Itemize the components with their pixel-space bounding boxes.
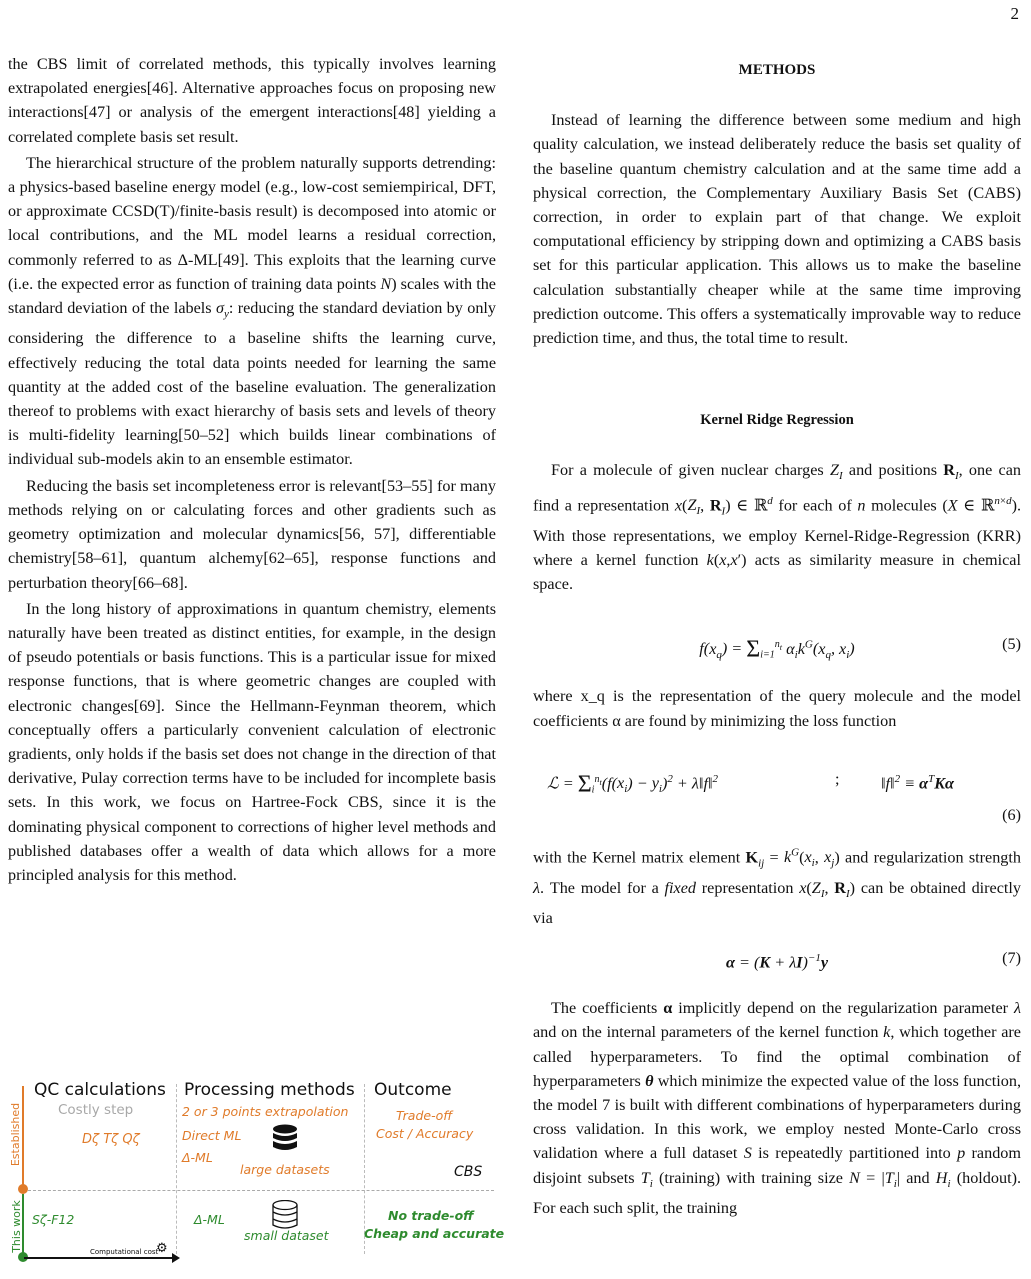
right-paragraph-2: For a molecule of given nuclear charges $Z_I$ and positions $R_I$, one can find a representation $x(Z_I$, $R_I$) ∈ ℝ$^d$ for each of n molecules (X ∈ ℝ$^{n\times d}$). With those representations, we employ Kernel-Ridge-Regression (KRR) where a kernel function k(x,x′) acts as similarity measure in chemical space. <box>533 461 1022 594</box>
left-paragraph-2: The hierarchical structure of the problem naturally supports detrending: a physics-based baseline energy model (e.g., low-cost semiempirical, DFT, or approximate CCSD(T)/finite-basis result) is decomposed into atomic or local contributions, and the ML model learns a residual correction, commonly referred to as Δ-ML[49]. This exploits that the learning curve (i.e. the expected error as function of training data points N) scales with the standard deviation of the labels $\sigma_y$: reducing the standard deviation by only considering the difference to a baseline shifts the learning curve, effectively reducing the total data points needed for learning the same quantity at the added cost of the baseline evaluation. The generalization thereof to problems with exact hierarchy of basis sets and levels of theory is multi-fidelity learning[50–52] which builds linear combinations of individual sub-models akin to an ensemble estimator. <box>8 153 496 469</box>
database-icon-large <box>272 1124 298 1154</box>
equation-7-number: (7) <box>1002 949 1021 968</box>
header-processing-methods: Processing methods <box>184 1080 355 1100</box>
gear-icon: ⚙ <box>156 1241 168 1256</box>
right-paragraph-1: Instead of learning the difference between some medium and high quality calculation, we instead deliberately reduce the basis set quality of the baseline quantum chemistry calculation and at the same time add a physical correction, the Complementary Auxiliary Basis Set (CABS) correction, in order to explain part of that change. We exploit computational efficiency by stripping down and optimizing a CABS basis set for this particular application. This allows us to make the baseline calculation substantially cheaper while at the same time improving prediction outcome. This offers a systematically improvable way to reduce prediction time, and thus, the total time to result. <box>533 111 1021 348</box>
sz-f12: Sζ-F12 <box>32 1212 75 1227</box>
extrapolation: 2 or 3 points extrapolation <box>182 1104 349 1119</box>
cbs-label: CBS <box>454 1164 483 1180</box>
established-bar <box>22 1086 24 1192</box>
no-trade-off: No trade-off <box>388 1208 474 1223</box>
basis-sets: Dζ Tζ Qζ <box>82 1132 140 1147</box>
section-title: METHODS <box>738 62 816 78</box>
left-paragraph-3: Reducing the basis set incompleteness error is relevant[53–55] for many methods relying on or calculating forces and other gradients such as geometry optimization and molecular dynamics[56, 57], differentiable chemistry[58–61], quantum alchemy[62–65], response functions and perturbation theory[66–68]. <box>8 476 496 592</box>
label-this-work: This work <box>9 1200 23 1253</box>
header-qc-calculations: QC calculations <box>34 1080 166 1100</box>
subsection-title: Kernel Ridge Regression <box>700 412 854 429</box>
delta-ml-established: Δ-ML <box>182 1150 213 1165</box>
cost-axis <box>24 1257 174 1259</box>
left-paragraph-4: In the long history of approximations in quantum chemistry, elements naturally have been treated as distinct entities, for example, in the design of pseudo potentials or basis functions. This is a particular issue for mixed response functions, that is where geometric changes are coupled with electronic changes[69]. Since the Hellmann-Feynman theorem, which conceptually offers a particularly convenient calculation of electronic gradients, only holds if the basis set does not change in the direction of that derivative, Pulay correction terms have to be included for incomplete basis sets. In this work, we focus on Hartree-Fock CBS, since it is the dominating physical component to corrections of higher level methods and published databases offer a wealth of data which allows for a more principled analysis for this method. <box>8 599 496 884</box>
right-column <box>533 52 1021 1220</box>
left-paragraph-1: the CBS limit of correlated methods, this typically involves learning extrapolated energies[46]. Alternative approaches focus on proposing new interactions[47] or analysis of the emergent interactions[48] yielding a correlated complete basis set result. <box>8 55 496 146</box>
delta-ml-this-work: Δ-ML <box>194 1212 225 1227</box>
right-paragraph-5: The coefficients α implicitly depend on the regularization parameter λ and on the internal parameters of the kernel function k, which together are called hyperparameters. To find the optimal combination of hyperparameters θ which minimize the expected value of the loss function, the model 7 is built with different combinations of hyperparameters during cross validation. In this work, we employ nested Monte-Carlo cross validation where a full dataset S is repeatedly partitioned into p random disjoint subsets $T_i$ (training) with training size $N = |T_i|$ and $H_i$ (holdout). For each such split, the training <box>533 999 1022 1218</box>
trade-off: Trade-off <box>396 1108 453 1123</box>
label-established: Established <box>9 1102 23 1167</box>
large-datasets: large datasets <box>240 1162 330 1177</box>
costly-step: Costly step <box>58 1102 134 1118</box>
workflow-figure <box>8 1078 505 1276</box>
right-paragraph-3: where x_q is the representation of the query molecule and the model coefficients α are found by minimizing the loss function <box>533 687 1021 730</box>
direct-ml: Direct ML <box>182 1128 242 1143</box>
established-dot <box>18 1184 28 1194</box>
equation-5: $f(x_q) = \Sigma_{i=1}^{n_t}$ $\alpha_ik^G(x_q$, $x_i$) (5) <box>533 618 1021 670</box>
cheap-accurate: Cheap and accurate <box>364 1226 505 1241</box>
divider-1 <box>176 1084 177 1254</box>
cost-accuracy: Cost / Accuracy <box>376 1126 474 1141</box>
equation-7: $\alpha = (K + \lambda I)^{-1}y$ (7) <box>533 940 1021 976</box>
page-number: 2 <box>1010 4 1019 23</box>
equation-6: ℒ = $\Sigma_i^{n_t}(f(x_i) - y_i)^2$ + λ‖f‖$^2$ ; ‖f‖$^2$ ≡ $\alpha^TK\alpha$ (6) <box>533 759 1021 821</box>
equation-6-number: (6) <box>1002 805 1021 824</box>
cost-axis-arrow <box>172 1253 180 1263</box>
computational-cost-label: Computational cost <box>90 1248 159 1256</box>
small-dataset: small dataset <box>244 1228 329 1243</box>
database-icon-small <box>272 1200 298 1230</box>
header-outcome: Outcome <box>374 1080 452 1100</box>
right-paragraph-4: with the Kernel matrix element $K_{ij} = k^G(x_i$, $x_j$) and regularization strength λ. The model for a fixed representation $x(Z_I$, $R_I$) can be obtained directly via <box>533 846 1022 927</box>
equation-5-number: (5) <box>1002 635 1021 654</box>
cbs-line <box>28 1190 494 1191</box>
left-column <box>8 52 496 887</box>
